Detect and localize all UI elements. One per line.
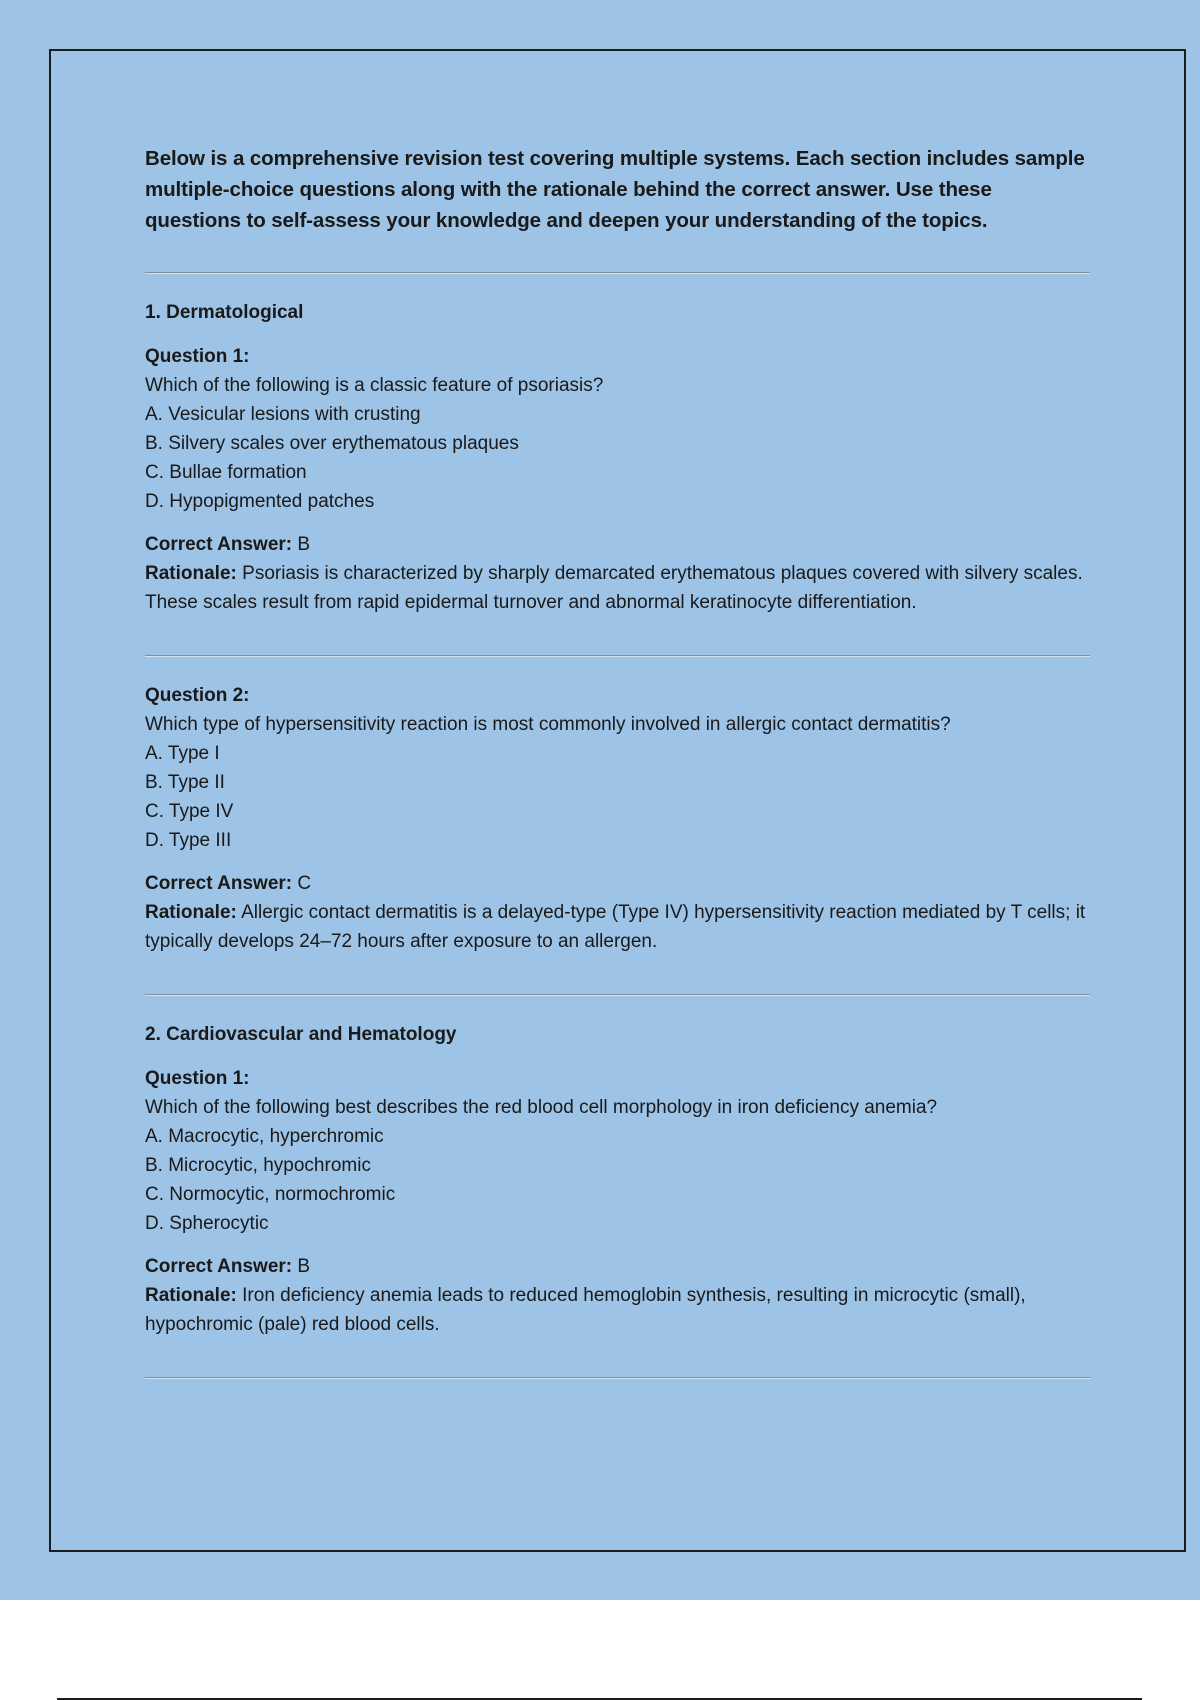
option-c: C. Normocytic, normochromic	[145, 1184, 396, 1205]
rationale-text: Allergic contact dermatitis is a delayed-type (Type IV) hypersensitivity reaction mediated by T cells; it typically develops 24–72 hours after exposure to an allergen.	[145, 902, 1086, 952]
option-d: D. Hypopigmented patches	[145, 491, 375, 512]
correct-answer	[145, 1252, 1090, 1281]
section-title-dermatological: 1. Dermatological	[145, 302, 304, 323]
option-d: D. Spherocytic	[145, 1213, 269, 1234]
option-d: D. Type III	[145, 830, 232, 851]
rationale	[145, 559, 1090, 617]
rationale	[145, 898, 1090, 956]
question-label: Question 1:	[145, 1068, 250, 1089]
option-c: C. Bullae formation	[145, 462, 307, 483]
question-text: Which type of hypersensitivity reaction is most commonly involved in allergic contact dermatitis?	[145, 714, 951, 735]
rationale	[145, 1281, 1090, 1339]
option-a: A. Type I	[145, 743, 220, 764]
question-block	[145, 681, 1090, 956]
question-block	[145, 1064, 1090, 1339]
correct-answer-label: Correct Answer:	[145, 1256, 293, 1277]
option-a: A. Macrocytic, hyperchromic	[145, 1126, 384, 1147]
rationale-label: Rationale:	[145, 902, 237, 923]
question-label: Question 1:	[145, 346, 250, 367]
rationale-label: Rationale:	[145, 1285, 237, 1306]
question-label: Question 2:	[145, 685, 250, 706]
option-b: B. Microcytic, hypochromic	[145, 1155, 371, 1176]
question-block	[145, 342, 1090, 617]
section-title-cardiovascular: 2. Cardiovascular and Hematology	[145, 1024, 457, 1045]
option-a: A. Vesicular lesions with crusting	[145, 404, 421, 425]
option-c: C. Type IV	[145, 801, 234, 822]
correct-answer-label: Correct Answer:	[145, 534, 293, 555]
correct-answer-value: C	[297, 873, 312, 894]
correct-answer-value: B	[297, 1256, 311, 1277]
correct-answer-value: B	[297, 534, 311, 555]
divider	[145, 272, 1090, 274]
divider	[145, 655, 1090, 657]
correct-answer	[145, 869, 1090, 898]
rationale-label: Rationale:	[145, 563, 237, 584]
option-b: B. Type II	[145, 772, 225, 793]
rationale-text: Iron deficiency anemia leads to reduced hemoglobin synthesis, resulting in microcytic (small), hypochromic (pale) red blood cells.	[145, 1285, 1026, 1335]
rationale-text: Psoriasis is characterized by sharply demarcated erythematous plaques covered with silvery scales. These scales result from rapid epidermal turnover and abnormal keratinocyte differentiation.	[145, 563, 1083, 613]
document-content	[145, 143, 1090, 1379]
divider	[145, 1377, 1090, 1379]
question-text: Which of the following best describes the red blood cell morphology in iron deficiency anemia?	[145, 1097, 938, 1118]
divider	[145, 994, 1090, 996]
correct-answer-label: Correct Answer:	[145, 873, 293, 894]
correct-answer	[145, 530, 1090, 559]
question-text: Which of the following is a classic feature of psoriasis?	[145, 375, 604, 396]
option-b: B. Silvery scales over erythematous plaques	[145, 433, 519, 454]
intro-paragraph: Below is a comprehensive revision test covering multiple systems. Each section includes sample multiple-choice questions along with the rationale behind the correct answer. Use these questions to self-assess your knowledge and deepen your understanding of the topics.	[145, 147, 1085, 232]
